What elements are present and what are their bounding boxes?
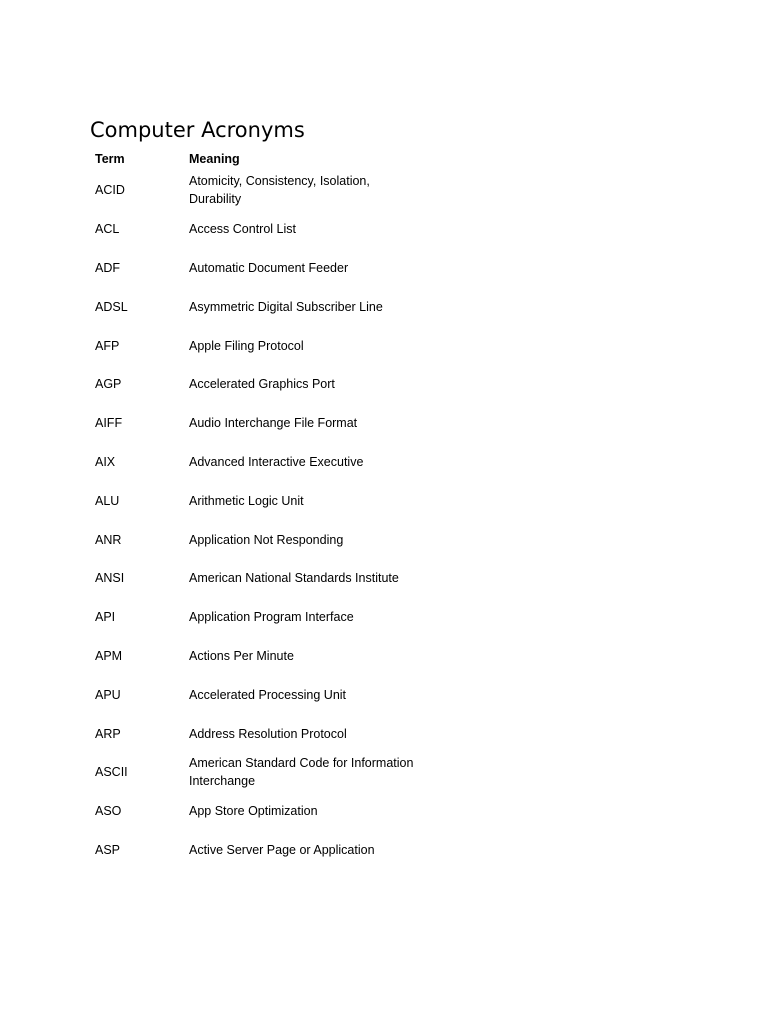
term-column-header: Term <box>95 151 125 166</box>
term-cell: ARP <box>95 726 121 741</box>
term-cell: API <box>95 610 116 625</box>
table-row <box>89 326 423 365</box>
meaning-cell: Automatic Document Feeder <box>189 260 349 275</box>
meaning-cell: Accelerated Graphics Port <box>189 377 335 392</box>
table-row <box>89 365 423 404</box>
table-row <box>89 249 423 288</box>
meaning-cell: Atomicity, Consistency, Isolation, Durability <box>189 174 370 207</box>
header-row <box>89 146 423 171</box>
term-cell: APM <box>95 648 123 663</box>
meaning-cell: American National Standards Institute <box>189 571 399 586</box>
meaning-cell: Access Control List <box>189 222 296 237</box>
table-row <box>89 404 423 443</box>
meaning-cell: Actions Per Minute <box>189 648 294 663</box>
table-row <box>89 481 423 520</box>
table-row <box>89 753 423 792</box>
meaning-cell: Arithmetic Logic Unit <box>189 493 304 508</box>
meaning-cell: Application Program Interface <box>189 610 354 625</box>
term-cell: ANSI <box>95 571 125 586</box>
meaning-column-header: Meaning <box>189 151 240 166</box>
term-cell: ACID <box>95 183 125 198</box>
table-row <box>89 637 423 676</box>
table-row <box>89 675 423 714</box>
meaning-cell: App Store Optimization <box>189 804 318 819</box>
table-row <box>89 520 423 559</box>
term-cell: AGP <box>95 377 122 392</box>
table-row <box>89 831 423 870</box>
term-cell: ACL <box>95 222 120 237</box>
table-row <box>89 559 423 598</box>
meaning-cell: American Standard Code for Information Interchange <box>189 756 414 789</box>
term-cell: ADF <box>95 260 120 275</box>
term-cell: ASCII <box>95 765 128 780</box>
term-cell: ASO <box>95 804 122 819</box>
meaning-cell: Active Server Page or Application <box>189 842 375 857</box>
term-cell: AFP <box>95 338 120 353</box>
meaning-cell: Advanced Interactive Executive <box>189 454 364 469</box>
term-cell: AIX <box>95 454 116 469</box>
meaning-cell: Audio Interchange File Format <box>189 416 358 431</box>
table-body <box>89 171 423 869</box>
term-cell: ASP <box>95 842 121 857</box>
term-cell: ADSL <box>95 299 128 314</box>
term-cell: APU <box>95 687 121 702</box>
table-row <box>89 714 423 753</box>
table-header <box>89 146 423 171</box>
table-row <box>89 287 423 326</box>
meaning-cell: Asymmetric Digital Subscriber Line <box>189 299 383 314</box>
table-row <box>89 443 423 482</box>
term-cell: ALU <box>95 493 120 508</box>
page-title: Computer Acronyms <box>90 118 305 142</box>
table-row <box>89 598 423 637</box>
meaning-cell: Accelerated Processing Unit <box>189 687 347 702</box>
table-row <box>89 792 423 831</box>
meaning-cell: Application Not Responding <box>189 532 344 547</box>
term-cell: ANR <box>95 532 122 547</box>
term-cell: AIFF <box>95 416 123 431</box>
table-row <box>89 210 423 249</box>
table-row <box>89 171 423 210</box>
meaning-cell: Apple Filing Protocol <box>189 338 304 353</box>
acronym-table <box>89 146 423 869</box>
meaning-cell: Address Resolution Protocol <box>189 726 347 741</box>
